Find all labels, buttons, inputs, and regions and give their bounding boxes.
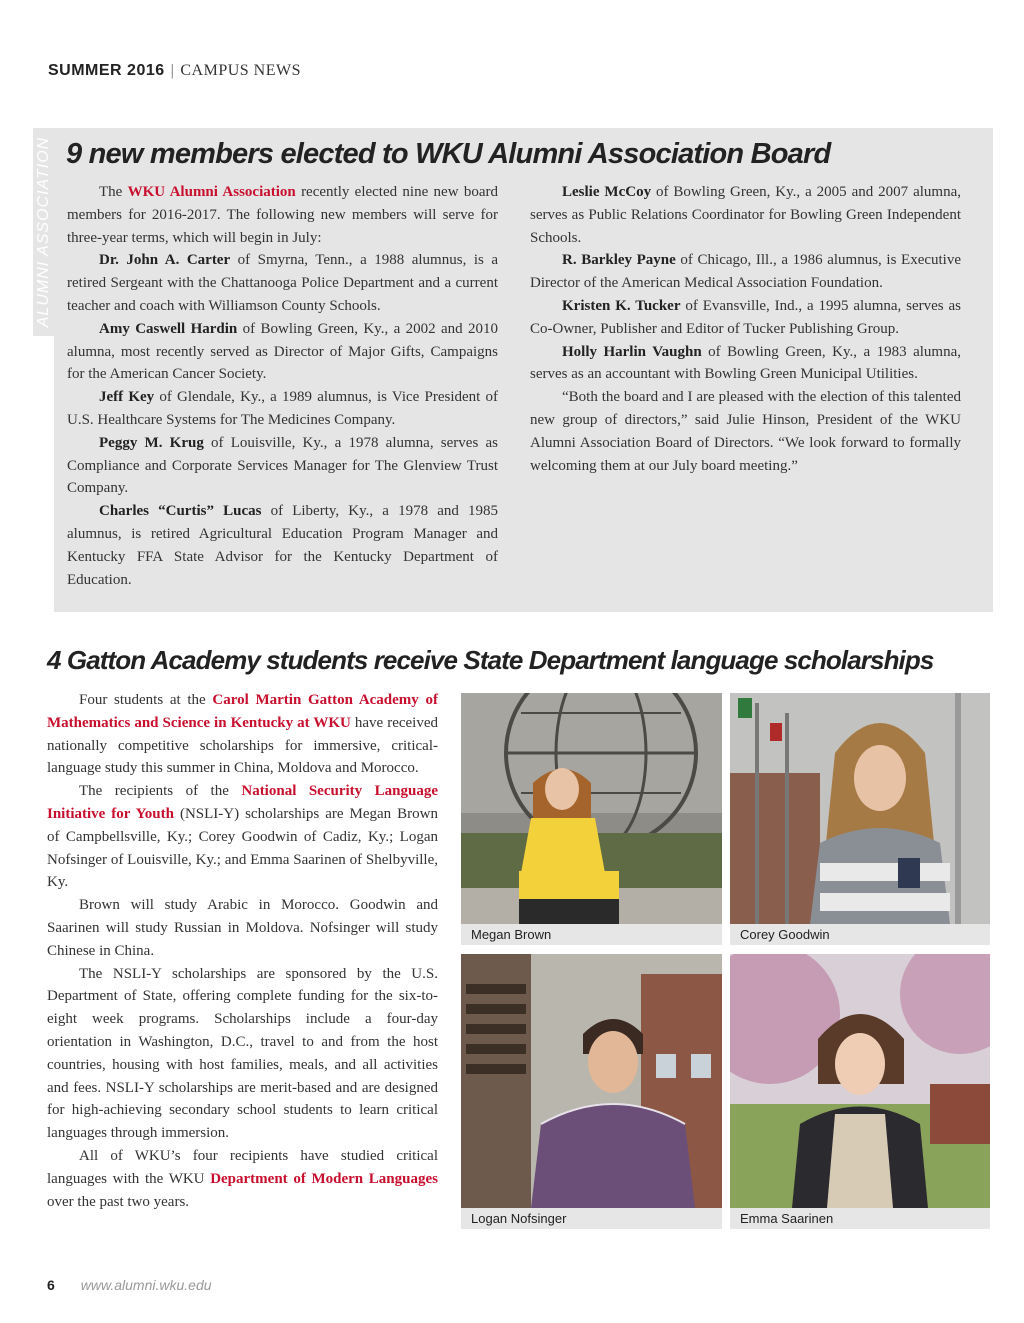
article2-body [47,689,438,1213]
photo-logan-nofsinger [461,954,722,1208]
article1-title: 9 new members elected to WKU Alumni Association Board [66,138,831,170]
member-entry: Charles “Curtis” Lucas of Liberty, Ky., a 1978 and 1985 alumnus, is retired Agricultural Education Program Manager and Kentucky FFA State Advisor for the Kentucky Department of Education. [67,503,498,588]
header-separator: | [170,62,175,79]
gatton-academy-link[interactable]: Carol Martin Gatton Academy of Mathematics and Science in Kentucky at WKU [47,692,438,731]
article2-paragraph: All of WKU’s four recipients have studied critical languages with the WKU Department of Modern Languages over the past two years. [47,1147,438,1210]
article1-intro: The WKU Alumni Association recently elected nine new board members for 2016-2017. The following new members will serve for three-year terms, which will begin in July: [67,184,498,246]
page-header [48,62,301,80]
member-name: Amy Caswell Hardin [99,320,238,337]
modern-languages-link[interactable]: Department of Modern Languages [210,1170,438,1187]
page-number: 6 [47,1277,55,1293]
photo-caption: Logan Nofsinger [461,1208,722,1229]
member-name: Holly Harlin Vaughn [562,343,702,360]
article2-title: 4 Gatton Academy students receive State Department language scholarships [47,645,934,675]
member-name: Peggy M. Krug [99,434,204,451]
member-entry: R. Barkley Payne of Chicago, Ill., a 1986 alumnus, is Executive Director of the American Medical Association Foundation. [530,252,962,292]
wku-alumni-association-link[interactable]: WKU Alumni Association [127,184,296,200]
page-footer [47,1277,212,1295]
member-name: R. Barkley Payne [562,252,676,269]
photo-emma-saarinen [730,954,990,1208]
member-entry: Amy Caswell Hardin of Bowling Green, Ky., a 2002 and 2010 alumna, most recently served as Director of Major Gifts, Campaigns for the American Cancer Society. [67,320,499,383]
member-name: Kristen K. Tucker [562,297,681,314]
article1-column-left [67,181,498,591]
photo-caption: Megan Brown [461,924,722,945]
side-tab-label: ALUMNI ASSOCIATION [35,136,52,328]
member-entry: Leslie McCoy of Bowling Green, Ky., a 2005 and 2007 alumna, serves as Public Relations Coordinator for Bowling Green Independent Schools. [530,184,961,246]
article1-column-right [530,181,961,477]
member-name: Charles “Curtis” Lucas [99,503,262,520]
member-entry: Kristen K. Tucker of Evansville, Ind., a 1995 alumna, serves as Co-Owner, Publisher and Editor of Tucker Publishing Group. [530,297,961,337]
member-entry: Dr. John A. Carter of Smyrna, Tenn., a 1988 alumnus, is a retired Sergeant with the Chattanooga Police Department and a current teacher and coach with Williamson County Schools. [67,252,498,314]
board-quote: “Both the board and I are pleased with the election of this talented new group of directors,” said Julie Hinson, President of the WKU Alumni Association Board of Directors. “We look forward to formally welcoming them at our July board meeting.” [530,389,961,474]
member-entry: Holly Harlin Vaughn of Bowling Green, Ky., a 1983 alumna, serves as an accountant with Bowling Green Municipal Utilities. [530,343,961,383]
photo-corey-goodwin [730,693,990,924]
member-name: Leslie McCoy [562,184,652,200]
member-name: Dr. John A. Carter [99,252,231,269]
article2-paragraph: The NSLI-Y scholarships are sponsored by the U.S. Department of State, offering complete funding for the six-to-eight week programs. Scholarships include a four-day orientation in Washington, D.C., travel to and from the host countries, housing with host families, meals, and all activities and fees. NSLI-Y scholarships are merit-based and are designed for high-achieving secondary school students to learn critical languages through immersion. [47,965,438,1142]
member-entry: Peggy M. Krug of Louisville, Ky., a 1978 alumna, serves as Compliance and Corporate Services Manager for The Glenview Trust Company. [67,434,498,497]
nsli-y-link[interactable]: National Security Language Initiative for Youth [47,783,438,822]
article2-paragraph: The recipients of the National Security Language Initiative for Youth (NSLI-Y) scholarships are Megan Brown of Campbellsville, Ky.; Corey Goodwin of Cadiz, Ky.; Logan Nofsinger of Louisville, Ky.; and Emma Saarinen of Shelbyville, Ky. [47,783,438,891]
member-name: Jeff Key [99,389,155,406]
article2-paragraph: Four students at the Carol Martin Gatton Academy of Mathematics and Science in Kentucky at WKU have received nationally competitive scholarships for immersive, critical-language study this summer in China, Moldova and Morocco. [47,692,438,777]
photo-caption: Corey Goodwin [730,924,990,945]
issue-label: SUMMER 2016 [48,62,165,79]
member-entry: Jeff Key of Glendale, Ky., a 1989 alumnus, is Vice President of U.S. Healthcare Systems for The Medicines Company. [67,389,498,428]
footer-url-link[interactable]: www.alumni.wku.edu [80,1277,212,1293]
section-label: CAMPUS NEWS [180,62,301,79]
photo-caption: Emma Saarinen [730,1208,990,1229]
photo-megan-brown [461,693,722,924]
article2-paragraph: Brown will study Arabic in Morocco. Goodwin and Saarinen will study Russian in Moldova. Nofsinger will study Chinese in China. [47,897,438,959]
